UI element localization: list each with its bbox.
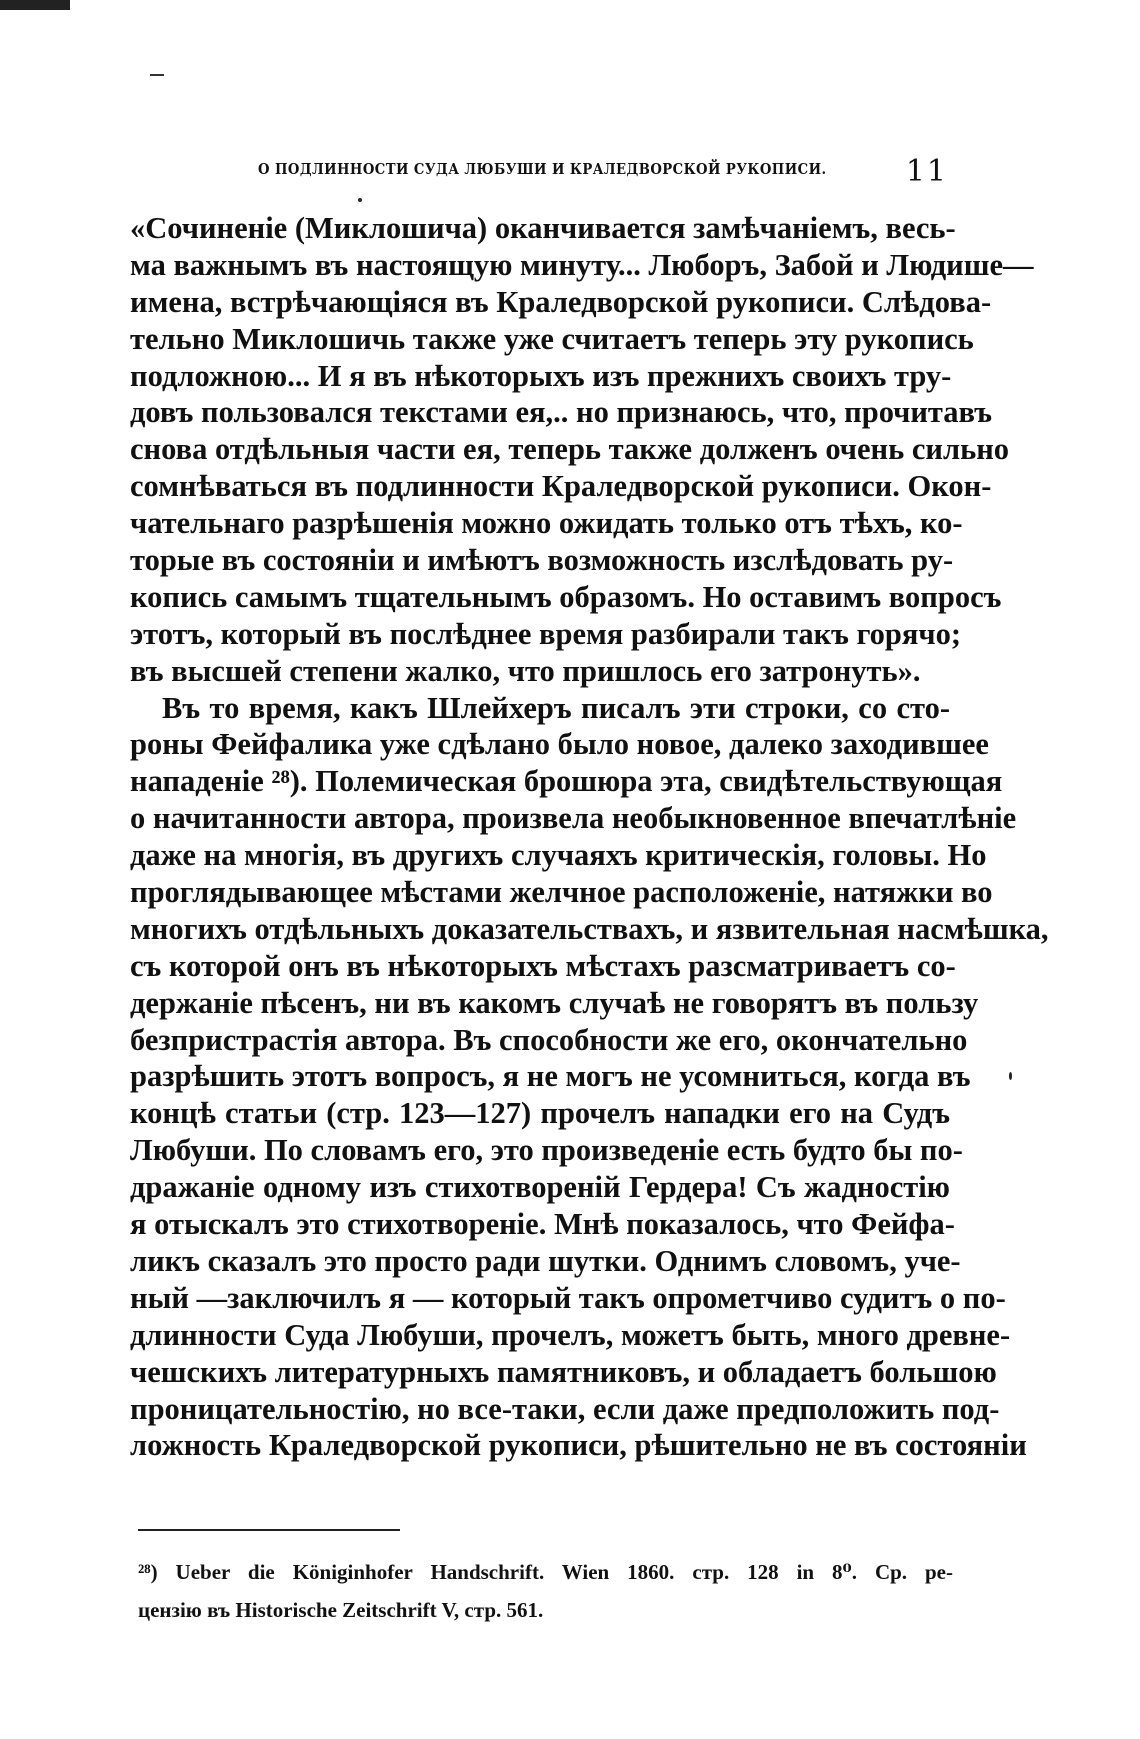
text-line: нападеніе ²⁸). Полемическая брошюра эта, свидѣтельствующая [130,764,1003,799]
text-line: ложность Краледворской рукописи, рѣшительно не въ состояніи [130,1428,1027,1463]
text-line: Любуши. По словамъ его, это произведеніе есть будто бы по- [130,1133,963,1168]
text-line: «Сочиненіе (Миклошича) оканчивается замѣчаніемъ, весь- [130,211,956,245]
text-line: въ высшей степени жалко, что пришлось его затронуть». [130,653,921,688]
text-line: концѣ статьи (стр. 123—127) прочелъ нападки его на Судъ [130,1096,950,1131]
text-line: дражаніе одному изъ стихотвореній Гердера! Съ жадностію [130,1170,950,1205]
scan-artifact [0,0,70,10]
text-line: чешскихъ литературныхъ памятниковъ, и обладаетъ большою [130,1354,997,1389]
page-header [258,154,958,194]
scan-artifact [150,74,164,76]
text-line: копись самымъ тщательнымъ образомъ. Но оставимъ вопросъ [130,579,1002,614]
footnote-rule [138,1529,400,1531]
text-line: довъ пользовался текстами ея,.. но признаюсь, что, прочитавъ [130,395,993,430]
text-line: этотъ, который въ послѣднее время разбирали такъ горячо; [130,616,961,651]
body-text [130,210,1049,1464]
text-line: разрѣшить этотъ вопросъ, я не могъ не усомниться, когда въ [130,1059,971,1094]
text-line: ный —заключилъ я — который такъ опрометчиво судитъ о по- [130,1280,1006,1315]
text-line: роны Фейфалика уже сдѣлано было новое, далеко заходившее [130,727,989,762]
scan-speck [358,198,362,202]
text-line: тельно Миклошичь также уже считаетъ теперь эту рукопись [130,321,974,356]
text-line: длинности Суда Любуши, прочелъ, можетъ быть, много древне- [130,1317,1011,1352]
text-line: я отыскалъ это стихотвореніе. Мнѣ показалось, что Фейфа- [130,1207,955,1242]
text-line: проглядывающее мѣстами желчное расположеніе, натяжки во [130,875,993,910]
text-line: ма важнымъ въ настоящую минуту... Люборъ, Забой и Людише— [130,247,1034,282]
text-line: безпристрастія автора. Въ способности же его, окончательно [130,1022,968,1057]
footnote [138,1553,953,1629]
text-line: ликъ сказалъ это просто ради шутки. Однимъ словомъ, уче- [130,1243,961,1278]
text-line: проницательностію, но все-таки, если даже предположить под- [130,1391,1000,1426]
text-line: имена, встрѣчающіяся въ Краледворской рукописи. Слѣдова- [130,284,992,319]
page-number: 11 [905,154,948,189]
footnote-line: ²⁸) Ueber die Königinhofer Handschrift. Wien 1860. стр. 128 in 8⁰. Ср. ре- [138,1560,953,1584]
text-line: снова отдѣльныя части ея, теперь также долженъ очень сильно [130,432,1010,467]
text-line: подложною... И я въ нѣкоторыхъ изъ прежнихъ своихъ тру- [130,358,952,393]
text-line: держаніе пѣсенъ, ни въ какомъ случаѣ не говорятъ въ пользу [130,985,979,1020]
text-line: многихъ отдѣльныхъ доказательствахъ, и язвительная насмѣшка, [130,911,1049,946]
running-title: О ПОДЛИННОСТИ СУДА ЛЮБУШИ И КРАЛЕДВОРСКОЙ РУКОПИСИ. [258,160,827,178]
text-line: съ которой онъ въ нѣкоторыхъ мѣстахъ разсматриваетъ со- [130,948,956,983]
text-line: даже на многія, въ другихъ случаяхъ критическія, головы. Но [130,838,987,873]
text-line: сомнѣваться въ подлинности Краледворской рукописи. Окон- [130,469,992,504]
text-line: торые въ состояніи и имѣютъ возможность изслѣдовать ру- [130,543,954,578]
text-line: Въ то время, какъ Шлейхеръ писалъ эти строки, со сто- [162,690,950,725]
footnote-line: цензію въ Historische Zeitschrift V, стр. 561. [138,1598,544,1622]
scan-speck [1009,1072,1012,1080]
text-line: о начитанности автора, произвела необыкновенное впечатлѣніе [130,801,1017,836]
text-line: чательнаго разрѣшенія можно ожидать только отъ тѣхъ, ко- [130,506,963,541]
